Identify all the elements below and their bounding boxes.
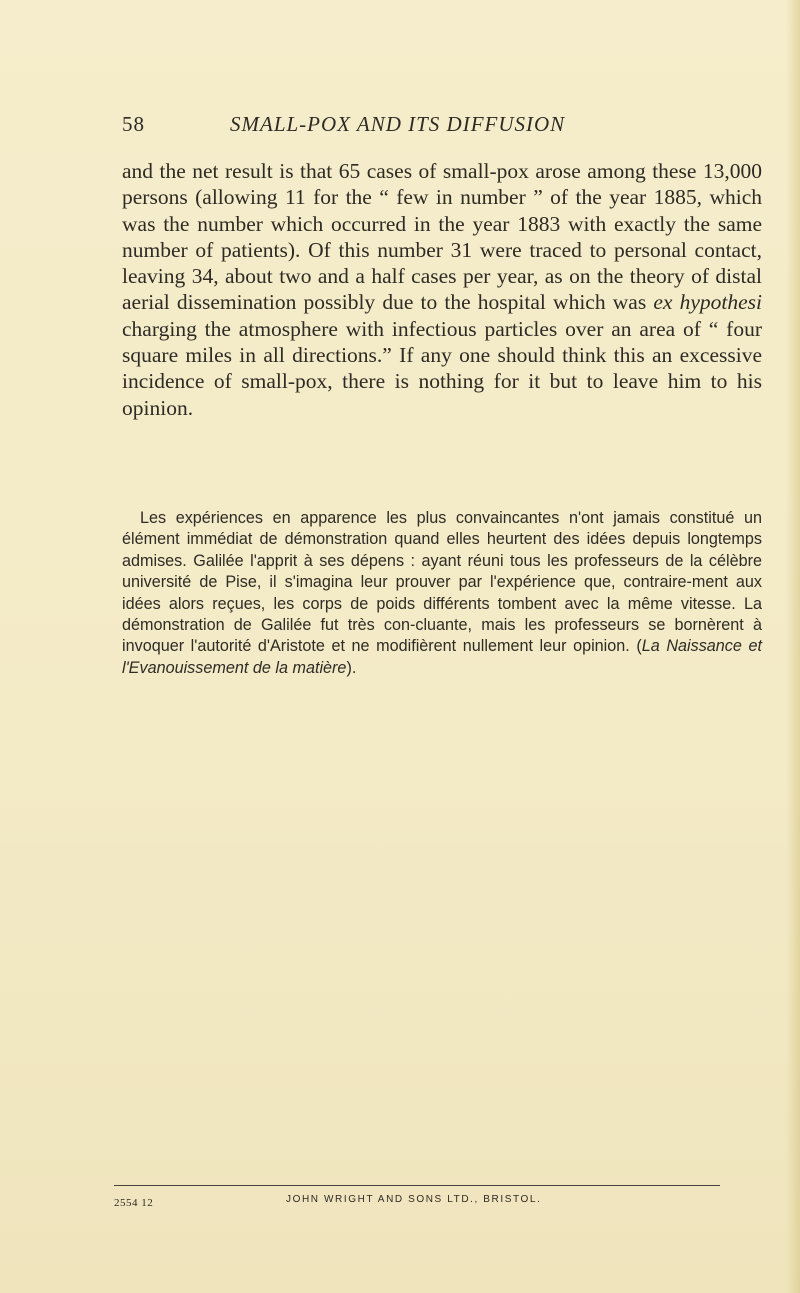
running-title: SMALL-POX AND ITS DIFFUSION	[230, 112, 566, 136]
quotation-text: Les expériences en apparence les plus convaincantes n'ont jamais constitué un élément immédiat de démonstration quand elles heurtent des idées depuis longtemps admises. Galilée l'apprit à ses dépens : ayant réuni tous les professeurs de la célèbre université de Pise, il s'imagina leur prouver par l'expérience que, contraire-ment aux idées alors reçues, les corps de poids différents tombent avec la même vitesse. La démonstration de Galilée fut très con-cluante, mais les professeurs se bornèrent à invoquer l'autorité d'Aristote et ne modifièrent nullement leur opinion.	[122, 509, 762, 656]
body-text-end: charging the atmosphere with infectious particles over an area of “ four square miles in all directions.” If any one should think this an excessive incidence of small-pox, there is nothing for it but to leave him to his opinion.	[122, 316, 762, 420]
footer-rule	[114, 1185, 720, 1186]
french-quotation	[122, 508, 762, 679]
citation-title: La Naissance et l'Evanouissement de la matière	[122, 637, 762, 677]
body-text-start: and the net result is that 65 cases of small-pox arose among these 13,000 persons (allowing 11 for the “ few in number ” of the year 1885, which was the number which occurred in the year 1883 with exactly the same number of patients). Of this number 31 were traced to personal contact, leaving 34, about two and a half cases per year, as on the theory of distal aerial dissemination possibly due to the hospital which was	[122, 159, 762, 315]
running-head	[122, 112, 742, 148]
body-italic-phrase: ex hypothesi	[653, 290, 762, 315]
printer-imprint: JOHN WRIGHT AND SONS LTD., BRISTOL.	[286, 1194, 542, 1205]
citation-open: (	[636, 637, 642, 656]
printer-code: 2554 12	[114, 1197, 154, 1209]
page-number: 58	[122, 112, 145, 136]
page-edge-shadow	[786, 0, 800, 1293]
citation-close: ).	[346, 658, 357, 677]
body-paragraph	[122, 158, 762, 421]
